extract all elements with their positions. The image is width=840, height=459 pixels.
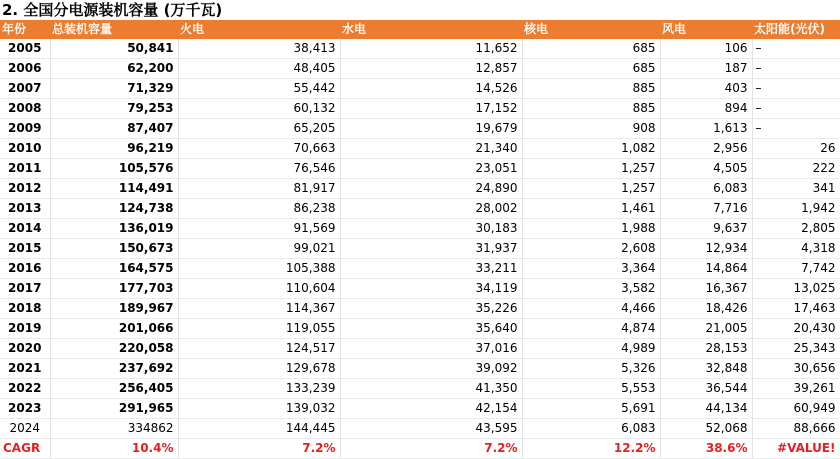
hydro-cell[interactable]: 37,016	[340, 339, 522, 359]
year-cell[interactable]: 2007	[0, 79, 50, 99]
wind-cell[interactable]: 9,637	[660, 219, 752, 239]
hydro-cell[interactable]: 39,092	[340, 359, 522, 379]
solar-cell[interactable]: 30,656	[752, 359, 840, 379]
hydro-cell[interactable]: 12,857	[340, 59, 522, 79]
table-row	[0, 79, 840, 99]
table-row	[0, 299, 840, 319]
table-row	[0, 139, 840, 159]
thermal-cell[interactable]: 124,517	[178, 339, 340, 359]
wind-cell[interactable]: 2,956	[660, 139, 752, 159]
nuclear-cell[interactable]: 4,874	[522, 319, 660, 339]
wind-cell[interactable]: 106	[660, 39, 752, 59]
thermal-cell[interactable]: 38,413	[178, 39, 340, 59]
year-cell[interactable]: 2012	[0, 179, 50, 199]
total-cell[interactable]: 105,576	[50, 159, 178, 179]
nuclear-cell[interactable]: 1,082	[522, 139, 660, 159]
total-cell[interactable]: 256,405	[50, 379, 178, 399]
wind-cell[interactable]: 7,716	[660, 199, 752, 219]
table-body	[0, 39, 840, 459]
header-cell-thermal[interactable]: 火电	[178, 20, 340, 39]
nuclear-cell[interactable]: 4,466	[522, 299, 660, 319]
solar-cell[interactable]: 17,463	[752, 299, 840, 319]
thermal-cell[interactable]: 70,663	[178, 139, 340, 159]
total-cell[interactable]: 136,019	[50, 219, 178, 239]
hydro-cell[interactable]: 31,937	[340, 239, 522, 259]
thermal-cell[interactable]: 48,405	[178, 59, 340, 79]
table-row	[0, 279, 840, 299]
total-cell[interactable]: 87,407	[50, 119, 178, 139]
nuclear-cell[interactable]: 1,257	[522, 159, 660, 179]
table-row	[0, 399, 840, 419]
hydro-cell[interactable]: 35,640	[340, 319, 522, 339]
table-row	[0, 99, 840, 119]
thermal-cell[interactable]: 86,238	[178, 199, 340, 219]
wind-cell[interactable]: 32,848	[660, 359, 752, 379]
year-cell[interactable]: 2008	[0, 99, 50, 119]
wind-cell[interactable]: 6,083	[660, 179, 752, 199]
sheet-title[interactable]: 2. 全国分电源装机容量 (万千瓦)	[2, 1, 223, 19]
table-row	[0, 379, 840, 399]
year-cell[interactable]: 2022	[0, 379, 50, 399]
wind-cell[interactable]: 1,613	[660, 119, 752, 139]
thermal-cell[interactable]: 55,442	[178, 79, 340, 99]
nuclear-cell[interactable]: 1,461	[522, 199, 660, 219]
nuclear-cell[interactable]: 2,608	[522, 239, 660, 259]
table-row	[0, 219, 840, 239]
wind-cell[interactable]: 16,367	[660, 279, 752, 299]
hydro-cell[interactable]: 19,679	[340, 119, 522, 139]
nuclear-cell[interactable]: 6,083	[522, 419, 660, 439]
thermal-cell[interactable]: 81,917	[178, 179, 340, 199]
total-cell[interactable]: 50,841	[50, 39, 178, 59]
thermal-cell[interactable]: 139,032	[178, 399, 340, 419]
total-cell[interactable]: 189,967	[50, 299, 178, 319]
solar-cell[interactable]: –	[752, 99, 840, 119]
wind-cell[interactable]: 12,934	[660, 239, 752, 259]
wind-cell[interactable]: 28,153	[660, 339, 752, 359]
thermal-cell[interactable]: 114,367	[178, 299, 340, 319]
table-row	[0, 39, 840, 59]
solar-cell[interactable]: 341	[752, 179, 840, 199]
total-cell[interactable]: 62,200	[50, 59, 178, 79]
table-row	[0, 339, 840, 359]
total-cell[interactable]: 334862	[50, 419, 178, 439]
nuclear-cell[interactable]: 1,257	[522, 179, 660, 199]
wind-cell[interactable]: 4,505	[660, 159, 752, 179]
total-cell[interactable]: 220,058	[50, 339, 178, 359]
hydro-cell[interactable]: 17,152	[340, 99, 522, 119]
nuclear-cell[interactable]: 5,553	[522, 379, 660, 399]
year-cell[interactable]: 2006	[0, 59, 50, 79]
total-cell[interactable]: 201,066	[50, 319, 178, 339]
solar-cell[interactable]: 60,949	[752, 399, 840, 419]
total-cell[interactable]: 237,692	[50, 359, 178, 379]
wind-cell[interactable]: 52,068	[660, 419, 752, 439]
table-row	[0, 159, 840, 179]
solar-cell[interactable]: 1,942	[752, 199, 840, 219]
year-cell[interactable]: 2014	[0, 219, 50, 239]
cagr-total-cell[interactable]: 10.4%	[50, 439, 178, 459]
header-cell-wind[interactable]: 风电	[660, 20, 752, 39]
wind-cell[interactable]: 21,005	[660, 319, 752, 339]
wind-cell[interactable]: 18,426	[660, 299, 752, 319]
cagr-thermal-cell[interactable]: 7.2%	[178, 439, 340, 459]
table-row	[0, 179, 840, 199]
year-cell[interactable]: 2023	[0, 399, 50, 419]
thermal-cell[interactable]: 76,546	[178, 159, 340, 179]
capacity-table	[0, 20, 840, 459]
thermal-cell[interactable]: 105,388	[178, 259, 340, 279]
wind-cell[interactable]: 894	[660, 99, 752, 119]
thermal-cell[interactable]: 60,132	[178, 99, 340, 119]
wind-cell[interactable]: 187	[660, 59, 752, 79]
nuclear-cell[interactable]: 685	[522, 39, 660, 59]
year-cell[interactable]: 2013	[0, 199, 50, 219]
thermal-cell[interactable]: 65,205	[178, 119, 340, 139]
year-cell[interactable]: 2021	[0, 359, 50, 379]
thermal-cell[interactable]: 99,021	[178, 239, 340, 259]
table-row	[0, 59, 840, 79]
cagr-solar-cell[interactable]: #VALUE!	[752, 439, 840, 459]
solar-cell[interactable]: –	[752, 119, 840, 139]
total-cell[interactable]: 96,219	[50, 139, 178, 159]
solar-cell[interactable]: 13,025	[752, 279, 840, 299]
year-cell[interactable]: 2018	[0, 299, 50, 319]
header-cell-year[interactable]: 年份	[0, 20, 50, 39]
solar-cell[interactable]: –	[752, 59, 840, 79]
header-cell-nuclear[interactable]: 核电	[522, 20, 660, 39]
nuclear-cell[interactable]: 4,989	[522, 339, 660, 359]
table-row	[0, 419, 840, 439]
table-row	[0, 359, 840, 379]
table-row	[0, 319, 840, 339]
year-cell[interactable]: 2017	[0, 279, 50, 299]
wind-cell[interactable]: 14,864	[660, 259, 752, 279]
hydro-cell[interactable]: 41,350	[340, 379, 522, 399]
header-cell-total[interactable]: 总装机容量	[50, 20, 178, 39]
year-cell[interactable]: 2010	[0, 139, 50, 159]
header-row	[0, 20, 840, 39]
nuclear-cell[interactable]: 1,988	[522, 219, 660, 239]
solar-cell[interactable]: –	[752, 39, 840, 59]
solar-cell[interactable]: 25,343	[752, 339, 840, 359]
table-row	[0, 239, 840, 259]
table-row	[0, 119, 840, 139]
year-cell[interactable]: 2024	[0, 419, 50, 439]
year-cell[interactable]: 2009	[0, 119, 50, 139]
solar-cell[interactable]: 2,805	[752, 219, 840, 239]
year-cell[interactable]: 2005	[0, 39, 50, 59]
nuclear-cell[interactable]: 908	[522, 119, 660, 139]
hydro-cell[interactable]: 33,211	[340, 259, 522, 279]
hydro-cell[interactable]: 24,890	[340, 179, 522, 199]
table-row	[0, 259, 840, 279]
total-cell[interactable]: 291,965	[50, 399, 178, 419]
thermal-cell[interactable]: 110,604	[178, 279, 340, 299]
thermal-cell[interactable]: 129,678	[178, 359, 340, 379]
hydro-cell[interactable]: 42,154	[340, 399, 522, 419]
solar-cell[interactable]: 39,261	[752, 379, 840, 399]
total-cell[interactable]: 124,738	[50, 199, 178, 219]
total-cell[interactable]: 114,491	[50, 179, 178, 199]
hydro-cell[interactable]: 28,002	[340, 199, 522, 219]
nuclear-cell[interactable]: 5,691	[522, 399, 660, 419]
solar-cell[interactable]: 26	[752, 139, 840, 159]
solar-cell[interactable]: 7,742	[752, 259, 840, 279]
hydro-cell[interactable]: 21,340	[340, 139, 522, 159]
hydro-cell[interactable]: 14,526	[340, 79, 522, 99]
hydro-cell[interactable]: 34,119	[340, 279, 522, 299]
nuclear-cell[interactable]: 885	[522, 99, 660, 119]
year-cell[interactable]: 2015	[0, 239, 50, 259]
nuclear-cell[interactable]: 3,582	[522, 279, 660, 299]
solar-cell[interactable]: 4,318	[752, 239, 840, 259]
thermal-cell[interactable]: 144,445	[178, 419, 340, 439]
total-cell[interactable]: 71,329	[50, 79, 178, 99]
hydro-cell[interactable]: 11,652	[340, 39, 522, 59]
cagr-wind-cell[interactable]: 38.6%	[660, 439, 752, 459]
nuclear-cell[interactable]: 3,364	[522, 259, 660, 279]
year-cell[interactable]: 2019	[0, 319, 50, 339]
total-cell[interactable]: 177,703	[50, 279, 178, 299]
year-cell[interactable]: 2020	[0, 339, 50, 359]
solar-cell[interactable]: 88,666	[752, 419, 840, 439]
total-cell[interactable]: 164,575	[50, 259, 178, 279]
cagr-hydro-cell[interactable]: 7.2%	[340, 439, 522, 459]
solar-cell[interactable]: –	[752, 79, 840, 99]
total-cell[interactable]: 79,253	[50, 99, 178, 119]
hydro-cell[interactable]: 35,226	[340, 299, 522, 319]
cagr-label-cell[interactable]: CAGR	[0, 439, 50, 459]
header-cell-hydro[interactable]: 水电	[340, 20, 522, 39]
wind-cell[interactable]: 44,134	[660, 399, 752, 419]
solar-cell[interactable]: 222	[752, 159, 840, 179]
hydro-cell[interactable]: 23,051	[340, 159, 522, 179]
hydro-cell[interactable]: 43,595	[340, 419, 522, 439]
nuclear-cell[interactable]: 685	[522, 59, 660, 79]
wind-cell[interactable]: 403	[660, 79, 752, 99]
cagr-row	[0, 439, 840, 459]
year-cell[interactable]: 2016	[0, 259, 50, 279]
cagr-nuclear-cell[interactable]: 12.2%	[522, 439, 660, 459]
wind-cell[interactable]: 36,544	[660, 379, 752, 399]
header-cell-solar[interactable]: 太阳能(光伏)	[752, 20, 840, 39]
hydro-cell[interactable]: 30,183	[340, 219, 522, 239]
thermal-cell[interactable]: 91,569	[178, 219, 340, 239]
nuclear-cell[interactable]: 885	[522, 79, 660, 99]
total-cell[interactable]: 150,673	[50, 239, 178, 259]
table-row	[0, 199, 840, 219]
year-cell[interactable]: 2011	[0, 159, 50, 179]
solar-cell[interactable]: 20,430	[752, 319, 840, 339]
thermal-cell[interactable]: 133,239	[178, 379, 340, 399]
nuclear-cell[interactable]: 5,326	[522, 359, 660, 379]
thermal-cell[interactable]: 119,055	[178, 319, 340, 339]
